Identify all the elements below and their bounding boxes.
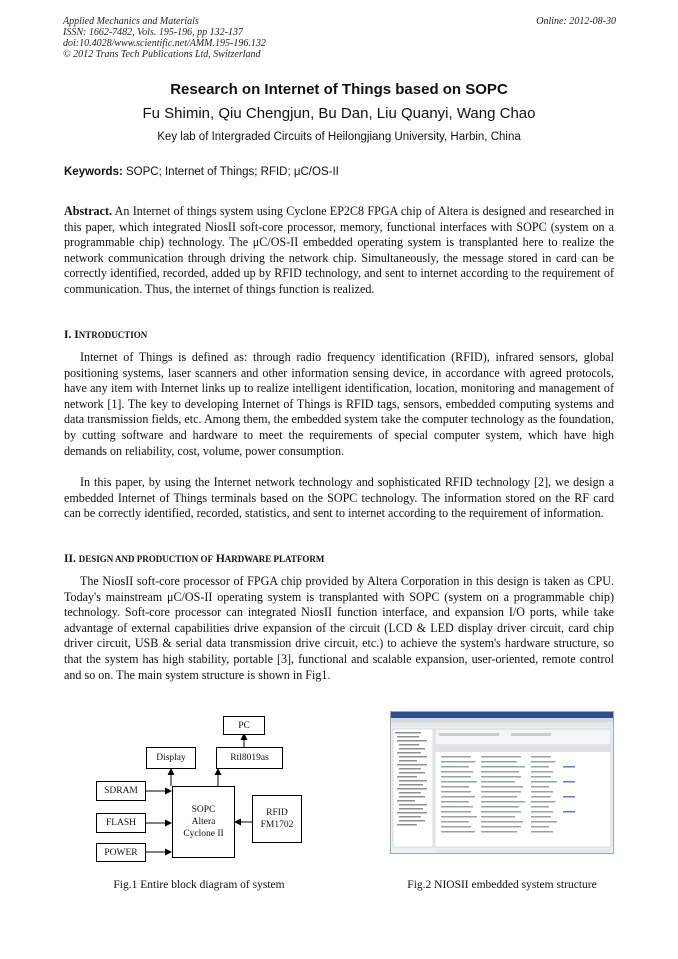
online-date: Online: 2012-08-30 [536, 16, 616, 27]
journal-name: Applied Mechanics and Materials [63, 16, 199, 27]
block-power: POWER [96, 843, 146, 862]
paper-authors: Fu Shimin, Qiu Chengjun, Bu Dan, Liu Quanyi, Wang Chao [142, 105, 536, 122]
section-heading-introduction: I. INTRODUCTION [64, 329, 148, 341]
block-display: Display [146, 747, 196, 769]
block-rtl8019as: Rtl8019as [216, 747, 283, 769]
journal-issn: ISSN: 1662-7482, Vols. 195-196, pp 132-137 [63, 27, 243, 38]
keywords [64, 166, 339, 178]
keywords-text: SOPC; Internet of Things; RFID; μC/OS-II [126, 166, 339, 178]
journal-header [63, 16, 266, 60]
figure-1-block-diagram [88, 712, 328, 872]
figure-2-caption: Fig.2 NIOSII embedded system structure [407, 879, 597, 891]
abstract [64, 204, 614, 298]
journal-doi[interactable]: doi:10.4028/www.scientific.net/AMM.195-196.132 [63, 38, 266, 49]
abstract-label: Abstract. [64, 204, 113, 218]
block-flash: FLASH [96, 813, 146, 833]
keywords-label: Keywords: [64, 166, 123, 178]
niosii-builder-thumbnail [391, 712, 614, 854]
block-sopc: SOPC Altera Cyclone II [172, 786, 235, 858]
figure-1-caption: Fig.1 Entire block diagram of system [113, 879, 285, 891]
block-sdram: SDRAM [96, 781, 146, 801]
block-rfid: RFID FM1702 [252, 795, 302, 843]
journal-copyright: © 2012 Trans Tech Publications Ltd, Switzerland [63, 49, 261, 60]
block-pc: PC [223, 716, 265, 735]
figure-2-niosii-screenshot [390, 711, 614, 854]
hardware-paragraph-1: The NiosII soft-core processor of FPGA chip provided by Altera Corporation in this design is taken as CPU. Today's mainstream μC/OS-II operating system is transplanted with SOPC (system on a programmable chip) technology. Soft-core processor can integrated NiosII function interface, and expansion I/O ports, while take advantage of external capabilities drive expansion of the circuit (LCD & LED display driver circuit, card chip driver circuit, USB & serial data transmission drive circuit, etc.) to achieve the system's hardware structure, so that the system has high stability, portable [3], functional and scalable expansion, user-oriented, remote control and so on. The main system structure is shown in Fig1. [64, 574, 614, 682]
paper-affiliation: Key lab of Intergraded Circuits of Heilongjiang University, Harbin, China [157, 131, 521, 143]
intro-paragraph-1: Internet of Things is defined as: through radio frequency identification (RFID), infrared sensors, global positioning systems, laser scanners and other information sensing device, in accordance with agreed protocols, have any item with Internet links up to realize intelligent identification, location, monitoring and management of network [1]. The key to developing Internet of Things is RFID tags, sensors, embedded computing systems and data transmission fields, etc. Among them, the embedded system take the computer technology as the foundation, by cutting software and hardware to meet the requirements of special computer system, which have high demands on reliability, cost, volume, power consumption. [64, 350, 614, 458]
intro-paragraph-2: In this paper, by using the Internet network technology and sophisticated RFID technology [2], we design a embedded Internet of Things terminals based on the SOPC technology. The information stored on the RF card can be correctly identified, recorded, statistics, and sent to internet according to the requirement of information. [64, 475, 614, 521]
section-heading-hardware: II. DESIGN AND PRODUCTION OF HARDWARE PLATFORM [64, 553, 325, 565]
abstract-text: An Internet of things system using Cyclone EP2C8 FPGA chip of Altera is designed and researched in this paper, which integrated NiosII soft-core processor, memory, functional interfaces with SOPC (system on a programmable chip) technology. The μC/OS-II embedded operating system is transplanted here to realize the network communication through driving the network chip. Simultaneously, the message stored in card can be correctly identified, recorded, added up by RFID technology, and sent to internet according to the requirement of communication. Thus, the internet of things function is realized. [64, 204, 614, 296]
paper-title: Research on Internet of Things based on SOPC [170, 81, 508, 98]
